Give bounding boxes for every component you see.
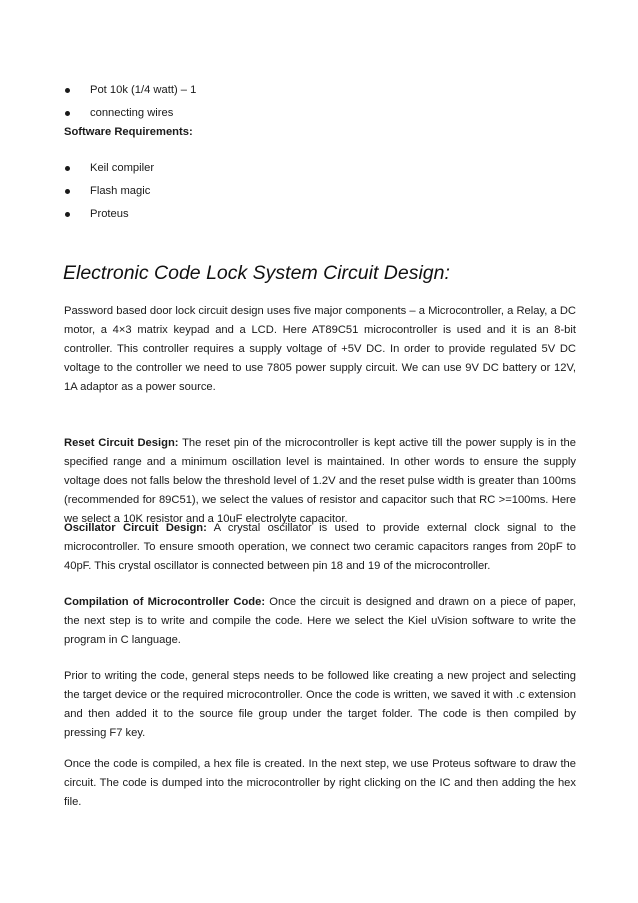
software-requirements-heading: Software Requirements: [64,126,193,138]
intro-paragraph: Password based door lock circuit design uses five major components – a Microcontroller, a Relay, a DC motor, a 4×3 matrix keypad and a LCD. Here AT89C51 microcontroller is used and it is an 8-bit controller. This controller requires a supply voltage of +5V DC. In order to provide regulated 5V DC voltage to the controller we need to use 7805 power supply circuit. We can use 9V DC battery or 12V, 1A adaptor as a power source. [64,305,576,393]
hex-file-paragraph: Once the code is compiled, a hex file is created. In the next step, we use Proteus software to draw the circuit. The code is dumped into the microcontroller by right clicking on the IC and then adding the hex file. [64,758,576,808]
list-item [63,203,154,226]
bullet-icon [65,88,70,93]
bullet-icon [65,111,70,116]
list-item [63,102,196,125]
software-list [63,157,154,226]
paragraph-text: Once the circuit is designed and drawn on a piece of paper, the next step is to write and compile the code. Here we select the Kiel uVision software to write the program in C language. [64,596,576,646]
list-item-text: Pot 10k (1/4 watt) – 1 [90,84,197,96]
paragraph-label: Oscillator Circuit Design: [64,522,207,534]
paragraph-label: Compilation of Microcontroller Code: [64,596,266,608]
list-item-text: Keil compiler [90,162,155,174]
compilation-paragraph [64,593,576,650]
bullet-icon [65,212,70,217]
list-item [63,180,154,203]
section-title: Electronic Code Lock System Circuit Design: [63,262,450,284]
prior-steps-paragraph: Prior to writing the code, general steps needs to be followed like creating a new project and selecting the target device or the required microcontroller. Once the code is written, we saved it with .c extension and then added it to the source file group under the target folder. The code is then compiled by pressing F7 key. [64,670,576,739]
list-item [63,79,196,102]
list-item-text: Proteus [90,208,129,220]
paragraph-text: The reset pin of the microcontroller is kept active till the power supply is in the specified range and a minimum oscillation level is maintained. In other words to ensure the supply voltage does not falls below the threshold level of 1.2V and the reset pulse width is greater than 100ms (recommended for 89C51), we select the values of resistor and capacitor such that RC >=100ms. Here we select a 10K resistor and a 10uF electrolyte capacitor. [64,437,576,525]
list-item-text: Flash magic [90,185,151,197]
hardware-list-continued [63,79,196,125]
paragraph-text: A crystal oscillator is used to provide external clock signal to the microcontroller. To ensure smooth operation, we connect two ceramic capacitors ranges from 20pF to 40pF. This crystal oscillator is connected between pin 18 and 19 of the microcontroller. [64,522,576,572]
list-item [63,157,154,180]
list-item-text: connecting wires [90,107,174,119]
oscillator-paragraph [64,519,576,576]
paragraph-label: Reset Circuit Design: [64,437,179,449]
reset-circuit-paragraph [64,434,576,529]
bullet-icon [65,189,70,194]
bullet-icon [65,166,70,171]
